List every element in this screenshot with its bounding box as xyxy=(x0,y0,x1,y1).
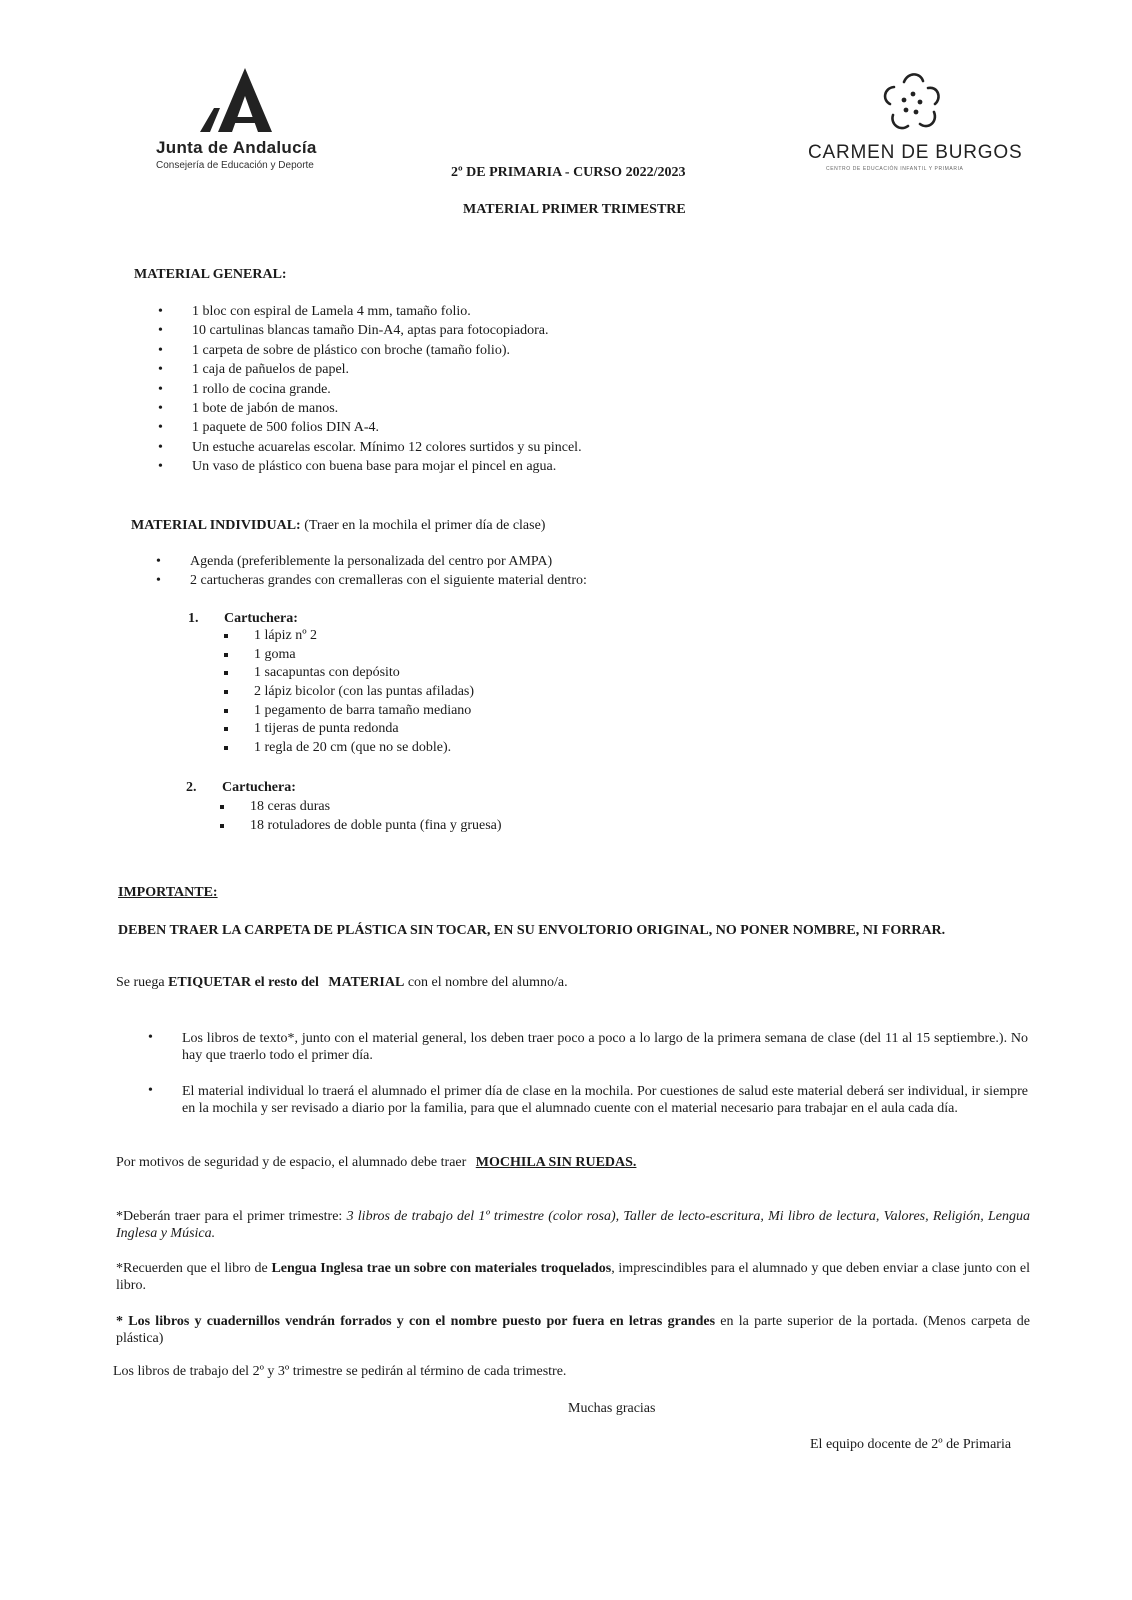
note-1-italic: 3 libros de trabajo del 1º trimestre (color rosa), Taller de lecto-escritura, Mi libro de lectura, Valores, Religión, Lengua Inglesa y Música. xyxy=(116,1209,1031,1241)
case1-title: Cartuchera: xyxy=(224,611,298,626)
school-name: CARMEN DE BURGOS xyxy=(808,142,1023,163)
thanks: Muchas gracias xyxy=(568,1401,656,1416)
list-item: • Agenda (preferiblemente la personalizada del centro por AMPA) xyxy=(156,552,856,571)
case2-title: Cartuchera: xyxy=(222,780,296,795)
label-request-c: MATERIAL xyxy=(328,975,405,990)
list-item: 1 sacapuntas con depósito xyxy=(222,664,622,683)
list-item: • Un estuche acuarelas escolar. Mínimo 12 colores surtidos y su pincel. xyxy=(158,438,858,457)
list-item: • 10 cartulinas blancas tamaño Din-A4, aptas para fotocopiadora. xyxy=(158,321,858,340)
list-item: • 2 cartucheras grandes con cremalleras con el siguiente material dentro: xyxy=(156,571,856,590)
note-2 xyxy=(116,1260,1030,1294)
junta-sub: Consejería de Educación y Deporte xyxy=(156,160,314,171)
junta-logo xyxy=(150,62,340,172)
list-item: • 1 carpeta de sobre de plástico con broche (tamaño folio). xyxy=(158,341,858,360)
list-item: • 1 rollo de cocina grande. xyxy=(158,380,858,399)
list-item: • 1 bloc con espiral de Lamela 4 mm, tamaño folio. xyxy=(158,302,858,321)
list-item: 2 lápiz bicolor (con las puntas afiladas) xyxy=(222,683,622,702)
list-item: • 1 paquete de 500 folios DIN A-4. xyxy=(158,418,858,437)
note-3-bold: * Los libros y cuadernillos vendrán forrados y con el nombre puesto por fuera en letras grandes xyxy=(116,1314,716,1329)
case2-number: 2. xyxy=(186,780,197,795)
note-2-c: , imprescindibles para el alumnado y que deben enviar a clase junto con el libro. xyxy=(116,1261,1031,1293)
list-item: 1 lápiz nº 2 xyxy=(222,627,622,646)
list-item: 1 goma xyxy=(222,646,622,665)
list-item: 1 tijeras de punta redonda xyxy=(222,720,622,739)
label-request-a: Se ruega xyxy=(116,975,165,990)
general-heading: MATERIAL GENERAL: xyxy=(134,267,287,282)
general-list xyxy=(158,302,858,477)
individual-heading-note: (Traer en la mochila el primer día de clase) xyxy=(304,518,546,533)
page-title: 2º DE PRIMARIA - CURSO 2022/2023 xyxy=(451,165,686,180)
note-3-rest: en la parte superior de la portada. (Menos carpeta de plástica) xyxy=(116,1314,1030,1346)
note-1 xyxy=(116,1208,1030,1242)
important-notice: DEBEN TRAER LA CARPETA DE PLÁSTICA SIN TOCAR, EN SU ENVOLTORIO ORIGINAL, NO PONER NOMBRE, NI FORRAR. xyxy=(118,923,946,938)
info-bullet-2-text: El material individual lo traerá el alumnado el primer día de clase en la mochila. Por cuestiones de salud este material deberá ser individual, ir siempre en la mochila y ser revisado a diario por la familia, para que el alumnado cuente con el material necesario para trabajar en el aula cada día. xyxy=(182,1084,1028,1116)
info-bullet-1-text: Los libros de texto*, junto con el material general, los deben traer poco a poco a lo largo de la primera semana de clase (del 11 al 15 septiembre.). No hay que traerlo todo el primer día. xyxy=(182,1031,1028,1063)
bullet-dot: • xyxy=(148,1030,153,1045)
note-3 xyxy=(116,1313,1030,1347)
individual-heading-row xyxy=(131,518,545,534)
list-item: 18 rotuladores de doble punta (fina y gruesa) xyxy=(218,817,618,836)
important-heading: IMPORTANTE: xyxy=(118,885,218,900)
note-4: Los libros de trabajo del 2º y 3º trimestre se pedirán al término de cada trimestre. xyxy=(113,1364,567,1379)
backpack-bold: MOCHILA SIN RUEDAS. xyxy=(475,1155,637,1170)
label-request xyxy=(116,975,568,991)
case1-list xyxy=(222,627,622,758)
backpack-line xyxy=(116,1155,636,1171)
list-item: • 1 caja de pañuelos de papel. xyxy=(158,360,858,379)
school-logo xyxy=(808,70,1023,180)
school-sub: CENTRO DE EDUCACIÓN INFANTIL Y PRIMARIA xyxy=(826,166,964,172)
note-1-prefix: *Deberán traer para el primer trimestre: xyxy=(116,1209,343,1224)
note-2-a: *Recuerden que el libro de xyxy=(116,1261,268,1276)
signature: El equipo docente de 2º de Primaria xyxy=(810,1437,1012,1452)
individual-list xyxy=(156,552,856,591)
note-2-b: Lengua Inglesa trae un sobre con materiales troquelados xyxy=(271,1261,612,1276)
individual-heading: MATERIAL INDIVIDUAL: xyxy=(131,518,301,533)
bullet-dot: • xyxy=(148,1083,153,1098)
list-item: 1 regla de 20 cm (que no se doble). xyxy=(222,739,622,758)
page-subtitle: MATERIAL PRIMER TRIMESTRE xyxy=(463,202,686,217)
info-bullet-2 xyxy=(148,1083,1028,1117)
list-item: • 1 bote de jabón de manos. xyxy=(158,399,858,418)
case2-list xyxy=(218,798,618,835)
info-bullet-1 xyxy=(148,1030,1028,1064)
label-request-d: con el nombre del alumno/a. xyxy=(407,975,568,990)
junta-name: Junta de Andalucía xyxy=(156,138,317,157)
backpack-text: Por motivos de seguridad y de espacio, el alumnado debe traer xyxy=(116,1155,467,1170)
list-item: • Un vaso de plástico con buena base para mojar el pincel en agua. xyxy=(158,457,858,476)
list-item: 1 pegamento de barra tamaño mediano xyxy=(222,702,622,721)
list-item: 18 ceras duras xyxy=(218,798,618,817)
case1-number: 1. xyxy=(188,611,199,626)
flower-icon xyxy=(878,70,948,136)
junta-a-icon xyxy=(150,62,340,138)
label-request-b: ETIQUETAR el resto del xyxy=(168,975,319,990)
